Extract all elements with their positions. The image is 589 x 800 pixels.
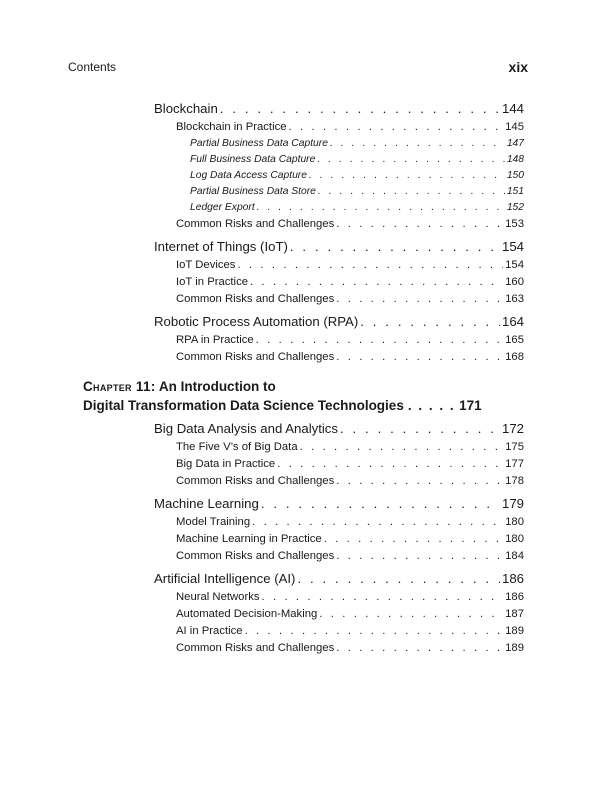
toc-entry-level-2[interactable] <box>154 516 524 533</box>
toc-entry-title: Partial Business Data Store <box>190 186 316 197</box>
toc-entry-page-number: 168 <box>505 351 524 363</box>
dot-leader <box>336 475 503 487</box>
toc-entry-level-2[interactable] <box>154 121 524 138</box>
toc-entry-title: Automated Decision-Making <box>176 608 318 620</box>
running-head <box>68 60 528 76</box>
running-head-section: Contents <box>68 60 117 74</box>
chapter-title-line1: An Introduction to <box>158 379 276 394</box>
toc-entry-level-1[interactable] <box>154 314 524 334</box>
toc-entry-level-1[interactable] <box>154 571 524 591</box>
toc-entry-level-3[interactable] <box>154 186 524 202</box>
toc-entry-title: Big Data in Practice <box>176 458 276 470</box>
toc-entry-level-2[interactable] <box>154 218 524 235</box>
dot-leader <box>336 218 503 230</box>
toc-entry-title: AI in Practice <box>176 625 243 637</box>
toc-entry-page-number: 163 <box>505 293 524 305</box>
toc-entry-page-number: 179 <box>501 496 524 511</box>
dot-leader <box>336 351 503 363</box>
toc-entry-level-2[interactable] <box>154 441 524 458</box>
toc-entry-title: Partial Business Data Capture <box>190 138 328 149</box>
toc-entry-page-number: 177 <box>505 458 524 470</box>
toc-entry-level-2[interactable] <box>154 533 524 550</box>
toc-entry-page-number: 189 <box>505 642 524 654</box>
dot-leader <box>340 421 500 436</box>
toc-entry-level-1[interactable] <box>154 239 524 259</box>
running-head-page-number: xix <box>508 59 528 75</box>
toc-entry-page-number: 165 <box>505 334 524 346</box>
toc-entry-page-number: 144 <box>501 101 524 116</box>
toc-entry-title: Common Risks and Challenges <box>176 550 335 562</box>
toc-entry-level-3[interactable] <box>154 170 524 186</box>
chapter-heading[interactable] <box>83 379 524 418</box>
toc-entry-title: Machine Learning in Practice <box>176 533 322 545</box>
dot-leader <box>324 533 503 545</box>
toc-entry-page-number: 150 <box>506 170 524 181</box>
dot-leader <box>257 202 505 213</box>
toc-entry-title: Full Business Data Capture <box>190 154 316 165</box>
toc-entry-page-number: 154 <box>501 239 524 254</box>
toc-entry-title: The Five V’s of Big Data <box>176 441 298 453</box>
toc-entry-page-number: 147 <box>506 138 524 149</box>
toc-entry-title: Log Data Access Capture <box>190 170 307 181</box>
dot-leader <box>250 276 503 288</box>
toc-entry-level-2[interactable] <box>154 625 524 642</box>
toc-entry-title: Common Risks and Challenges <box>176 218 335 230</box>
toc-entry-page-number: 180 <box>505 516 524 528</box>
toc-entry-page-number: 186 <box>501 571 524 586</box>
toc-entry-page-number: 148 <box>506 154 524 165</box>
dot-leader <box>277 458 503 470</box>
dot-leader <box>317 154 504 165</box>
toc-entry-level-2[interactable] <box>154 259 524 276</box>
dot-leader <box>360 314 500 329</box>
toc-entry-level-2[interactable] <box>154 550 524 567</box>
toc-entry-page-number: 172 <box>501 421 524 436</box>
toc-entry-title: Robotic Process Automation (RPA) <box>154 314 359 329</box>
toc-entry-page-number: 186 <box>505 591 524 603</box>
dot-leader <box>330 138 505 149</box>
toc-section-after-chapter <box>154 421 524 659</box>
toc-entry-page-number: 187 <box>505 608 524 620</box>
toc-entry-title: Internet of Things (IoT) <box>154 239 288 254</box>
toc-entry-page-number: 145 <box>505 121 524 133</box>
toc-entry-page-number: 154 <box>505 259 524 271</box>
toc-entry-page-number: 180 <box>505 533 524 545</box>
toc-entry-title: Common Risks and Challenges <box>176 642 335 654</box>
toc-entry-level-1[interactable] <box>154 496 524 516</box>
toc-entry-page-number: 184 <box>505 550 524 562</box>
dot-leader <box>319 608 503 620</box>
dot-leader <box>290 239 500 254</box>
dot-leader <box>262 591 504 603</box>
toc-entry-title: Big Data Analysis and Analytics <box>154 421 338 436</box>
toc-entry-level-1[interactable] <box>154 101 524 121</box>
dot-leader <box>252 516 503 528</box>
toc-entry-level-3[interactable] <box>154 202 524 218</box>
toc-entry-level-2[interactable] <box>154 475 524 492</box>
toc-entry-title: Neural Networks <box>176 591 260 603</box>
dot-leader <box>261 496 500 511</box>
toc-entry-page-number: 153 <box>505 218 524 230</box>
toc-entry-level-2[interactable] <box>154 608 524 625</box>
dot-leader <box>289 121 504 133</box>
toc-entry-level-2[interactable] <box>154 293 524 310</box>
toc-entry-level-2[interactable] <box>154 591 524 608</box>
toc-entry-title: Machine Learning <box>154 496 259 511</box>
toc-entry-title: Artificial Intelligence (AI) <box>154 571 296 586</box>
toc-section-before-chapter <box>154 101 524 368</box>
dot-leader <box>408 398 455 413</box>
dot-leader <box>318 186 505 197</box>
toc-entry-level-2[interactable] <box>154 334 524 351</box>
toc-entry-title: Ledger Export <box>190 202 255 213</box>
chapter-label: Chapter 11: <box>83 379 156 394</box>
dot-leader <box>245 625 504 637</box>
toc-entry-level-2[interactable] <box>154 351 524 368</box>
toc-entry-title: Common Risks and Challenges <box>176 293 335 305</box>
toc-entry-page-number: 189 <box>505 625 524 637</box>
toc-entry-title: IoT Devices <box>176 259 236 271</box>
dot-leader <box>297 571 500 586</box>
toc-entry-level-1[interactable] <box>154 421 524 441</box>
dot-leader <box>336 642 503 654</box>
dot-leader <box>220 101 500 116</box>
toc-entry-title: RPA in Practice <box>176 334 254 346</box>
toc-entry-page-number: 152 <box>506 202 524 213</box>
dot-leader <box>237 259 503 271</box>
toc-entry-level-2[interactable] <box>154 458 524 475</box>
toc-entry-page-number: 151 <box>506 186 524 197</box>
toc-entry-page-number: 178 <box>505 475 524 487</box>
toc-entry-title: Common Risks and Challenges <box>176 475 335 487</box>
dot-leader <box>256 334 503 346</box>
dot-leader <box>300 441 504 453</box>
chapter-title-line2: Digital Transformation Data Science Technologies <box>83 398 404 413</box>
chapter-page-number: 171 <box>459 398 482 413</box>
toc-entry-title: Model Training <box>176 516 251 528</box>
toc-entry-page-number: 164 <box>501 314 524 329</box>
toc-entry-title: Blockchain <box>154 101 218 116</box>
toc-entry-level-3[interactable] <box>154 138 524 154</box>
toc-entry-title: Blockchain in Practice <box>176 121 287 133</box>
toc-entry-page-number: 175 <box>505 441 524 453</box>
toc-entry-level-2[interactable] <box>154 642 524 659</box>
dot-leader <box>309 170 505 181</box>
dot-leader <box>336 550 503 562</box>
dot-leader <box>336 293 503 305</box>
toc-entry-page-number: 160 <box>505 276 524 288</box>
toc-entry-title: Common Risks and Challenges <box>176 351 335 363</box>
toc-entry-level-3[interactable] <box>154 154 524 170</box>
toc-entry-level-2[interactable] <box>154 276 524 293</box>
toc-entry-title: IoT in Practice <box>176 276 248 288</box>
